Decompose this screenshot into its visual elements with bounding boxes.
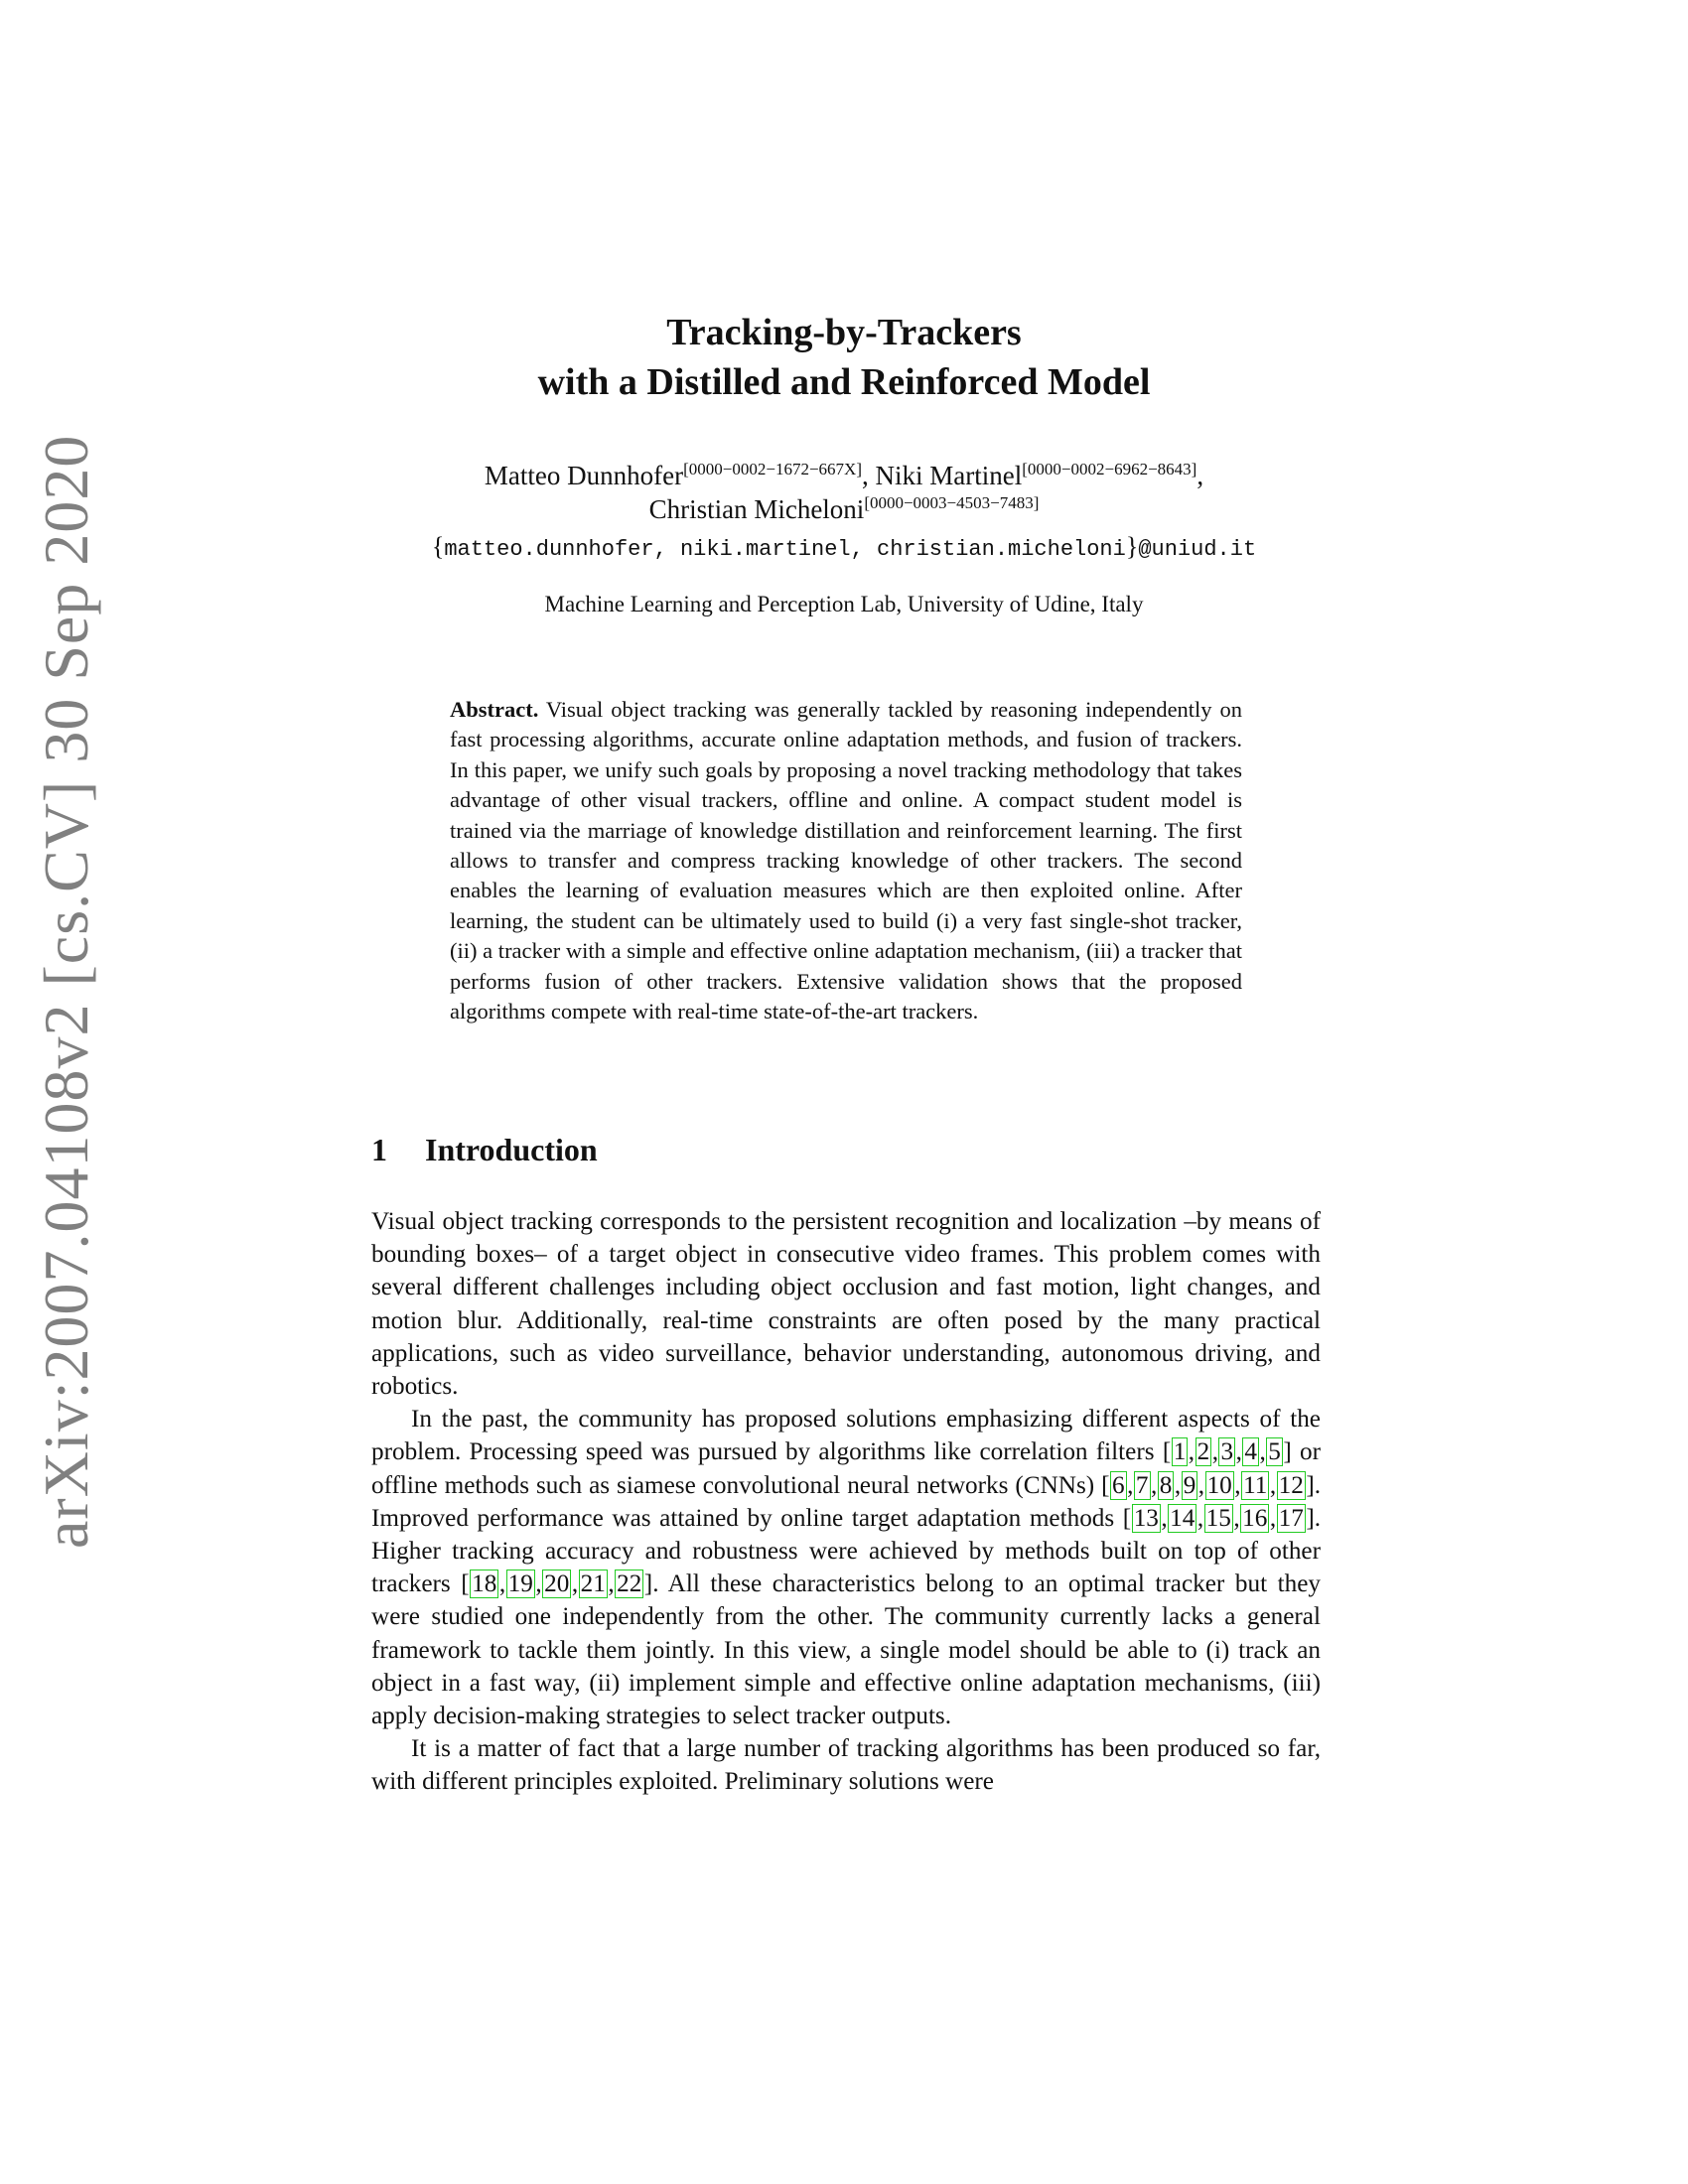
- section-title: Introduction: [425, 1132, 598, 1167]
- citation-link[interactable]: 3: [1220, 1438, 1234, 1466]
- arxiv-stamp: arXiv:2007.04108v2 [cs.CV] 30 Sep 2020: [31, 434, 101, 1549]
- citation-link[interactable]: 6: [1112, 1471, 1125, 1499]
- author-line-2: [0, 492, 1688, 526]
- text-run: . Improved performance was attained by online target adaptation methods: [371, 1471, 1321, 1532]
- brace-open: {: [431, 532, 445, 561]
- citation-link[interactable]: 13: [1133, 1504, 1159, 1532]
- citation-link[interactable]: 8: [1159, 1471, 1173, 1499]
- citation-link[interactable]: 18: [472, 1570, 497, 1598]
- citation-link[interactable]: 16: [1242, 1504, 1268, 1532]
- citation-group: [1,2,3,4,5]: [1162, 1438, 1292, 1466]
- citation-link[interactable]: 11: [1243, 1471, 1268, 1499]
- citation-link[interactable]: 10: [1206, 1471, 1232, 1499]
- abstract-label: Abstract.: [450, 697, 539, 722]
- text-run: . Higher tracking accuracy and robustness were achieved by methods built on top of other trackers: [371, 1504, 1321, 1598]
- section-heading-introduction: [371, 1132, 598, 1168]
- paragraph-1: Visual object tracking corresponds to the persistent recognition and localization –by means of bounding boxes– of a target object in consecutive video frames. This problem comes with several different challenges including object occlusion and fast motion, light changes, and motion blur. Additionally, real-time constraints are often posed by the many practical applications, such as video surveillance, behavior understanding, autonomous driving, and robotics.: [371, 1208, 1321, 1401]
- author-separator: ,: [1196, 461, 1204, 490]
- citation-link[interactable]: 7: [1135, 1471, 1149, 1499]
- author-line-1: [0, 459, 1688, 492]
- citation-link[interactable]: 20: [544, 1570, 570, 1598]
- email-domain: @uniud.it: [1138, 537, 1257, 562]
- brace-close: }: [1125, 532, 1139, 561]
- citation-link[interactable]: 14: [1170, 1504, 1196, 1532]
- text-run: or offline methods such as siamese convolutional neural networks (CNNs): [371, 1438, 1321, 1499]
- text-run: In the past, the community has proposed solutions emphasizing different aspects of the problem. Processing speed was pursued by algorithms like correlation filters: [371, 1406, 1321, 1466]
- citation-link[interactable]: 12: [1278, 1471, 1304, 1499]
- author-name: Matteo Dunnhofer: [484, 461, 684, 490]
- author-emails: [0, 532, 1688, 562]
- citation-link[interactable]: 1: [1173, 1438, 1187, 1466]
- paragraph-3: It is a matter of fact that a large number of tracking algorithms has been produced so far, with different principles exploited. Preliminary solutions were: [371, 1735, 1321, 1796]
- citation-link[interactable]: 19: [507, 1570, 533, 1598]
- abstract: [450, 695, 1242, 1026]
- paragraph-2: [371, 1403, 1321, 1732]
- author-name: , Niki Martinel: [862, 461, 1023, 490]
- citation-link[interactable]: 17: [1278, 1504, 1304, 1532]
- author-name: Christian Micheloni: [648, 494, 865, 524]
- citation-link[interactable]: 9: [1183, 1471, 1196, 1499]
- citation-link[interactable]: 5: [1268, 1438, 1281, 1466]
- text-run: . All these characteristics belong to an optimal tracker but they were studied one independently from the other. The community currently lacks a general framework to tackle them jointly. In this view, a single model should be able to (i) track an object in a fast way, (ii) implement simple and effective online adaptation mechanisms, (iii) apply decision-making strategies to select tracker outputs.: [371, 1570, 1321, 1730]
- orcid-id: [0000−0003−4503−7483]: [864, 493, 1040, 512]
- paper-title-line2: with a Distilled and Reinforced Model: [537, 361, 1151, 403]
- paper-title-line1: Tracking-by-Trackers: [666, 312, 1022, 353]
- abstract-text: Visual object tracking was generally tackled by reasoning independently on fast processing algorithms, accurate online adaptation methods, and fusion of trackers. In this paper, we unify such goals by proposing a novel tracking methodology that takes advantage of other visual trackers, offline and online. A compact student model is trained via the marriage of knowledge distillation and reinforcement learning. The first allows to transfer and compress tracking knowledge of other trackers. The second enables the learning of evaluation measures which are then exploited online. After learning, the student can be ultimately used to build (i) a very fast single-shot tracker, (ii) a tracker with a simple and effective online adaptation mechanism, (iii) a tracker that performs fusion of other trackers. Extensive validation shows that the proposed algorithms compete with real-time state-of-the-art trackers.: [450, 697, 1242, 1024]
- affiliation: Machine Learning and Perception Lab, University of Udine, Italy: [544, 592, 1144, 616]
- orcid-id: [0000−0002−6962−8643]: [1022, 460, 1197, 478]
- orcid-id: [0000−0002−1672−667X]: [683, 460, 862, 478]
- citation-link[interactable]: 15: [1205, 1504, 1231, 1532]
- introduction-body: [371, 1205, 1321, 1799]
- section-number: 1: [371, 1132, 387, 1167]
- email-list: matteo.dunnhofer, niki.martinel, christian.micheloni: [444, 537, 1126, 562]
- citation-link[interactable]: 4: [1244, 1438, 1257, 1466]
- citation-group: [18,19,20,21,22]: [461, 1570, 653, 1598]
- citation-link[interactable]: 2: [1196, 1438, 1210, 1466]
- citation-group: [13,14,15,16,17]: [1122, 1504, 1315, 1532]
- citation-link[interactable]: 21: [580, 1570, 606, 1598]
- citation-group: [6,7,8,9,10,11,12]: [1101, 1471, 1315, 1499]
- citation-link[interactable]: 22: [617, 1570, 642, 1598]
